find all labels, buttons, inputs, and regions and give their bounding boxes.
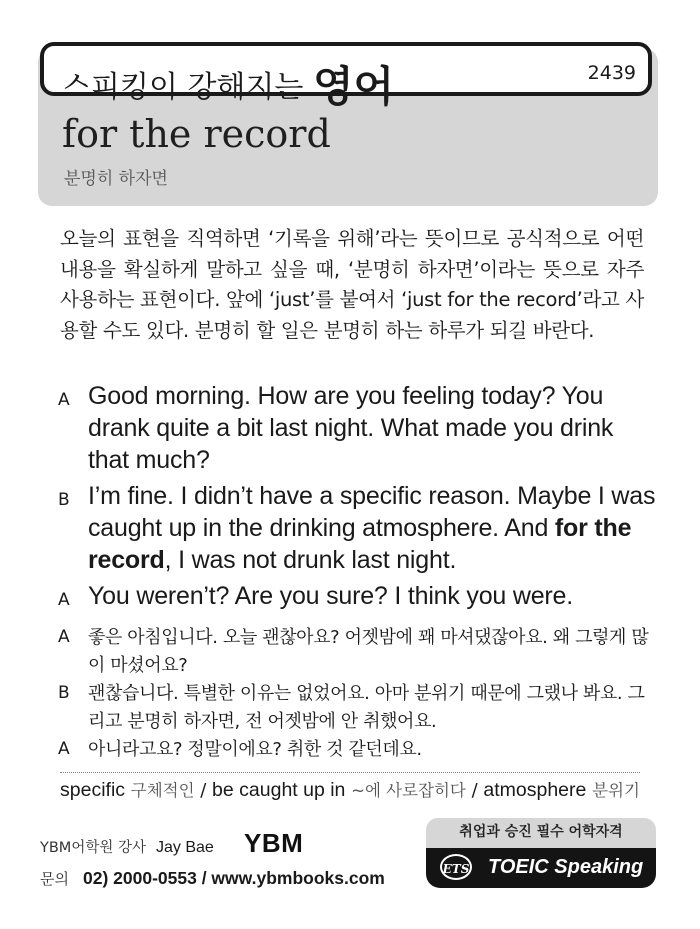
ets-logo-icon: ETS [440, 854, 472, 880]
vocab-meaning: 구체적인 [130, 781, 195, 800]
instructor-name: Jay Bae [155, 839, 214, 856]
dialog-text: 아니라고요? 정말이에요? 취한 것 같던데요. [88, 739, 422, 760]
speaker-label: A [58, 390, 70, 410]
series-title-box [40, 42, 652, 111]
speaker-label: B [58, 490, 70, 510]
issue-number: 2439 [587, 62, 636, 84]
dialog-line [58, 580, 658, 612]
speaker-label: A [58, 739, 70, 759]
contact-value: 02) 2000-0553 / www.ybmbooks.com [82, 868, 385, 888]
dialog-line [58, 480, 658, 576]
dialog-line [58, 624, 658, 680]
divider [60, 772, 640, 773]
korean-dialog [58, 624, 658, 764]
vocab-term: be caught up in [212, 779, 346, 801]
dialog-text: You weren’t? Are you sure? I think you were. [88, 582, 574, 610]
expression-meaning: 분명히 하자면 [64, 169, 168, 189]
contact-info [40, 868, 385, 889]
ybm-logo: YBM [244, 828, 304, 858]
vocabulary-list [60, 777, 640, 804]
toeic-speaking-badge [426, 818, 656, 888]
series-title-emphasis: 영어 [312, 62, 395, 111]
english-dialog [58, 380, 658, 616]
vocab-separator: / [465, 780, 484, 801]
dialog-line [58, 380, 658, 476]
dialog-text: 좋은 아침입니다. 오늘 괜찮아요? 어젯밤에 꽤 마셔댔잖아요. 왜 그렇게 많이 마셨어요? [88, 627, 649, 676]
speaker-label: A [58, 590, 70, 610]
vocab-separator: / [194, 780, 213, 801]
dialog-line [58, 680, 658, 736]
speaker-label: B [58, 683, 70, 703]
contact-label: 문의 [40, 870, 69, 888]
expression-title: for the record [62, 112, 331, 156]
vocab-term: specific [60, 779, 126, 801]
vocab-term: atmosphere [483, 779, 587, 801]
key-expression: for the record [88, 514, 632, 574]
explanation-paragraph: 오늘의 표현을 직역하면 ‘기록을 위해’라는 뜻이므로 공식적으로 어떤 내용을 확실하게 말하고 싶을 때, ‘분명히 하자면’이라는 뜻으로 자주 사용하는 표현이다. 앞에 ‘just’를 붙여서 ‘just for the record’라고 사용할 수도 있다. 분명히 할 일은 분명히 하는 하루가 되길 바란다. [60, 227, 644, 342]
vocab-meaning: ~에 사로잡히다 [351, 781, 466, 800]
product-name: TOEIC Speaking [488, 856, 644, 878]
dialog-text: Good morning. How are you feeling today? You drank quite a bit last night. What made you drink that much? [88, 382, 614, 474]
vocab-meaning: 분위기 [592, 781, 640, 800]
series-title: 스피킹이 강해지는 영어 [62, 62, 395, 111]
dialog-line [58, 736, 658, 764]
badge-body [426, 848, 656, 888]
dialog-text: I’m fine. I didn’t have a specific reason. Maybe I was caught up in the drinking atmosphere. And for the record, I was not drunk last night. [88, 482, 656, 574]
badge-tagline: 취업과 승진 필수 어학자격 [426, 818, 656, 848]
speaker-label: A [58, 627, 70, 647]
instructor-credit [40, 836, 214, 857]
instructor-label: YBM어학원 강사 [40, 840, 146, 856]
dialog-text: 괜찮습니다. 특별한 이유는 없었어요. 아마 분위기 때문에 그랬나 봐요. 그리고 분명히 하자면, 전 어젯밤에 안 취했어요. [88, 683, 645, 732]
